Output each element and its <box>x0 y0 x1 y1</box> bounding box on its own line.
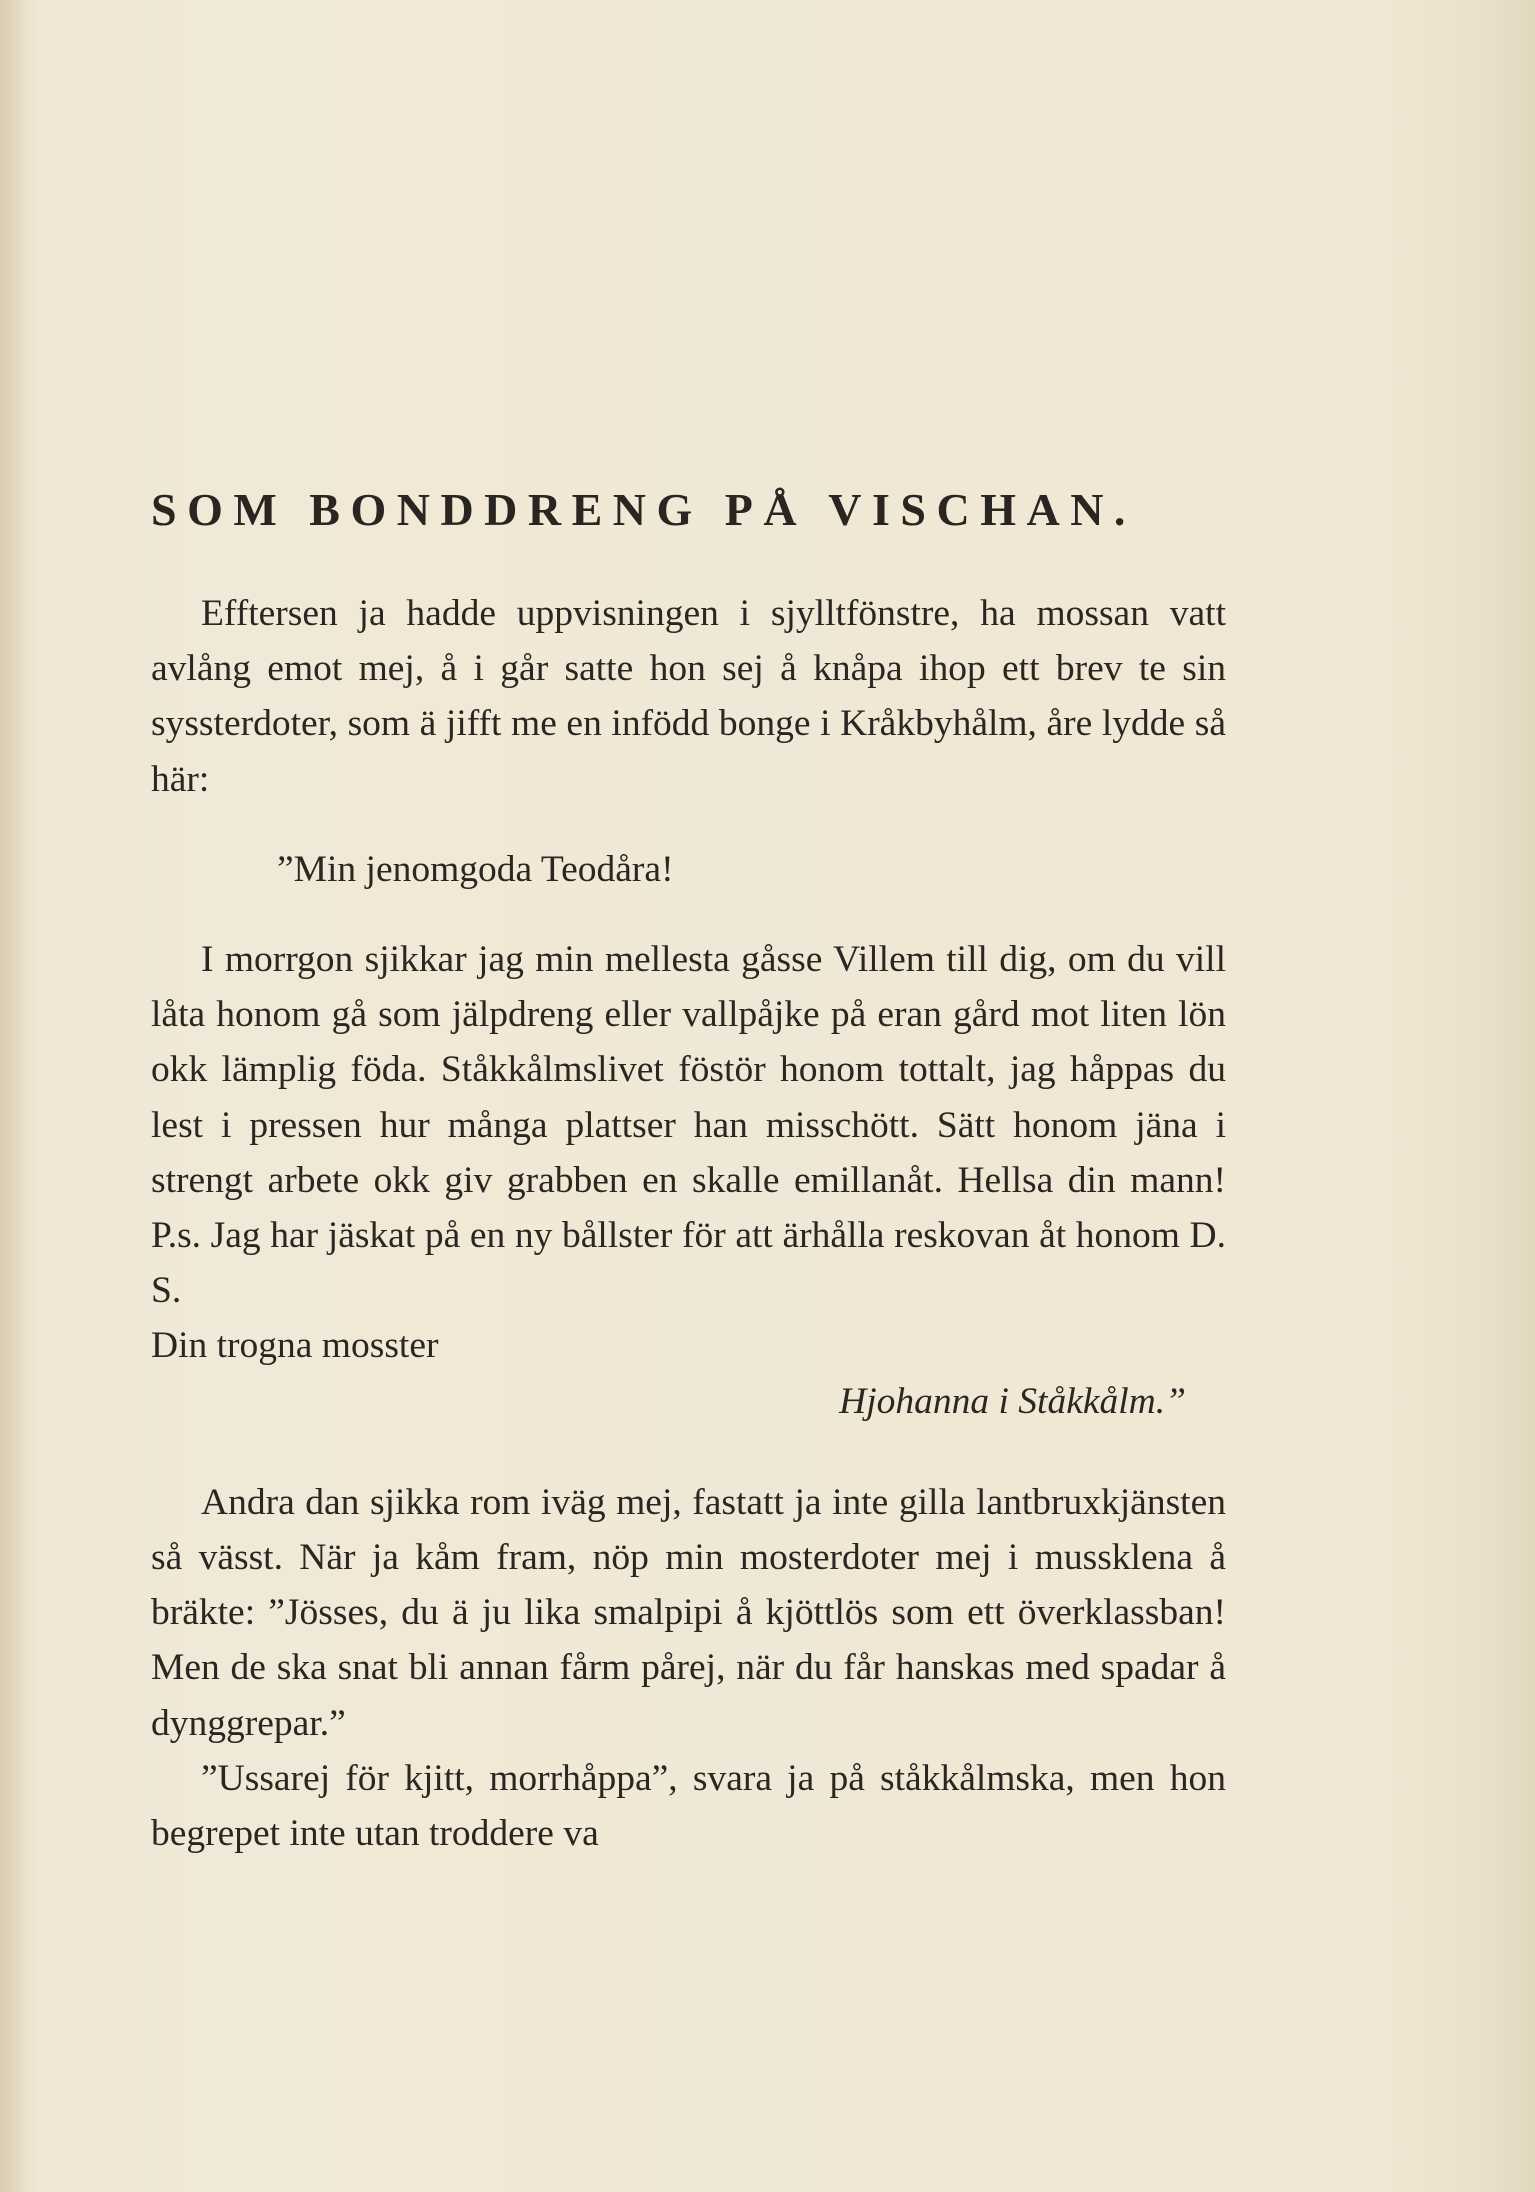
chapter-title: SOM BONDDRENG PÅ VISCHAN. <box>151 484 1136 535</box>
letter-signature: Hjohanna i Ståkkålm.” <box>839 1380 1186 1422</box>
page-text <box>151 480 1226 1861</box>
letter-greeting: ”Min jenomgoda Teodåra! <box>277 848 674 890</box>
story-paragraph-2: ”Ussarej för kjitt, morrhåppa”, svara ja på ståkkålmska, men hon begrepet inte utan troddere va <box>151 1757 1226 1855</box>
section-gap <box>151 1429 1226 1475</box>
story-paragraph-1: Andra dan sjikka rom iväg mej, fastatt ja inte gilla lantbruxkjänsten så vässt. När ja kåm fram, nöp min mosterdoter mej i mussklena å bräkte: ”Jösses, du ä ju lika smalpipi å kjöttlös som ett överklassban! Men de ska snat bli annan fårm pårej, när du får hanskas med spadar å dynggrepar.” <box>151 1481 1226 1744</box>
intro-paragraph: Efftersen ja hadde uppvisningen i sjylltfönstre, ha mossan vatt avlång emot mej, å i går satte hon sej å knåpa ihop ett brev te sin syssterdoter, som ä jifft me en infödd bonge i Kråkbyhålm, åre lydde så här: <box>151 593 1226 800</box>
letter-closing: Din trogna mosster <box>151 1325 439 1367</box>
letter-body: I morrgon sjikkar jag min mellesta gåsse Villem till dig, om du vill låta honom gå som jälpdreng eller vallpåjke på eran gård mot liten lön okk lämplig föda. Ståkkålmslivet föstör honom tottalt, jag håppas du lest i pressen hur många plattser han misschött. Sätt honom jäna i strengt arbete okk giv grabben en skalle emillanåt. Hellsa din mann! P.s. Jag har jäskat på en ny bållster för att ärhålla reskovan åt honom D. S. <box>151 939 1226 1312</box>
page-fold-shadow <box>0 0 26 2192</box>
